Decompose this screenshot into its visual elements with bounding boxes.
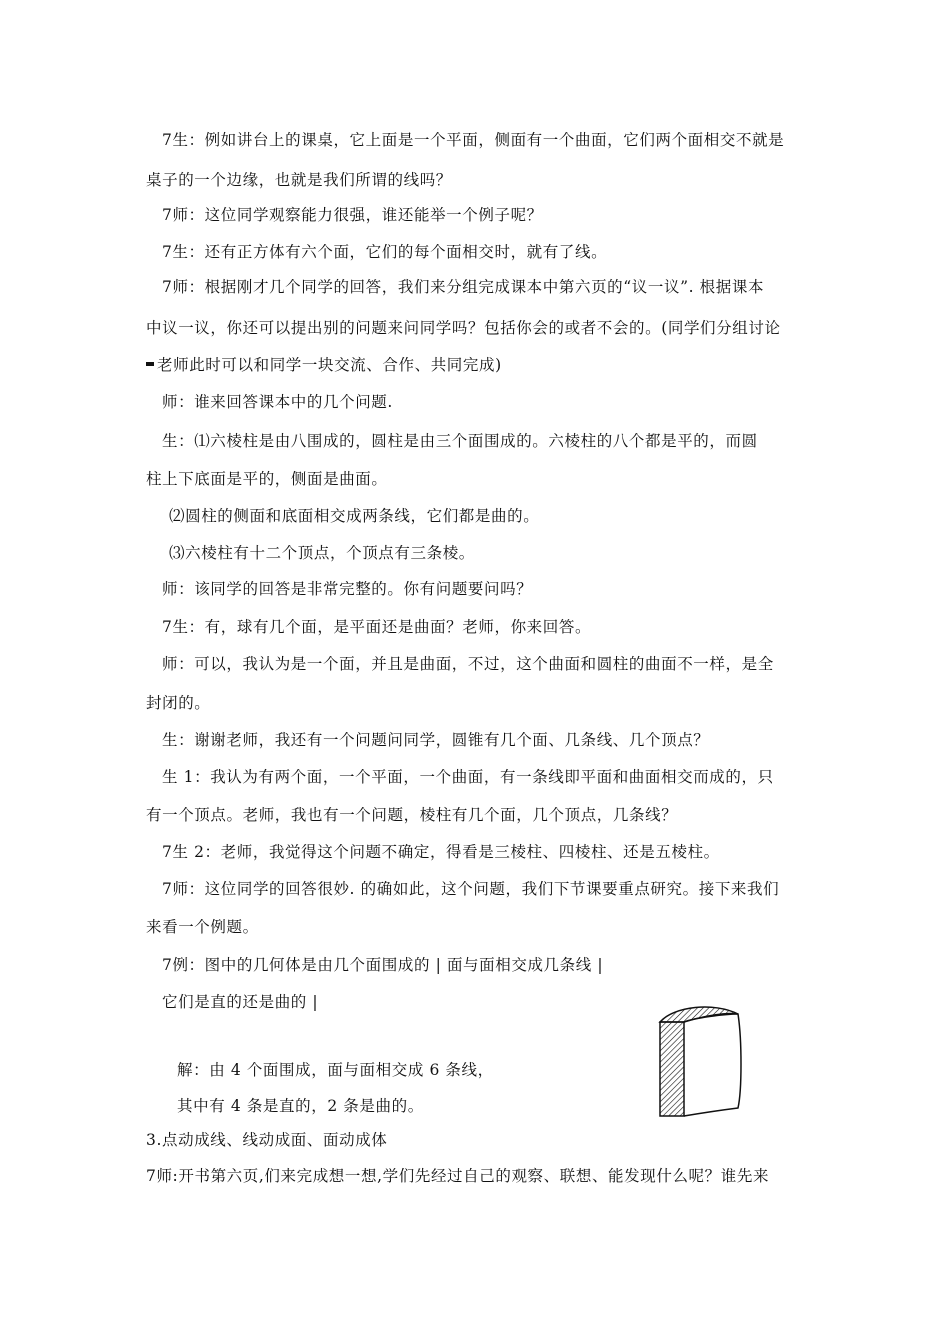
paragraph-line: 桌子的一个边缘，也就是我们所谓的线吗？ (146, 171, 452, 189)
paragraph-line: 生 1：我认为有两个面，一个平面，一个曲面，有一条线即平面和曲面相交而成的，只 (162, 768, 774, 786)
paragraph-line: 7师：这位同学的回答很妙. 的确如此，这个问题，我们下节课要重点研究。接下来我们 (162, 880, 780, 898)
paragraph-line: 有一个顶点。老师，我也有一个问题，棱柱有几个面，几个顶点，几条线？ (146, 806, 678, 824)
paragraph-line: 7生：例如讲台上的课桌，它上面是一个平面，侧面有一个曲面，它们两个面相交不就是 (162, 131, 785, 149)
paragraph-line: 生：⑴六棱柱是由八围成的，圆柱是由三个面围成的。六棱柱的八个都是平的，而圆 (162, 432, 758, 450)
paragraph-line: 7例：图中的几何体是由几个面围成的 | 面与面相交成几条线 | (162, 956, 604, 974)
paragraph-line: 7师：这位同学观察能力很强，谁还能举一个例子呢？ (162, 206, 543, 224)
paragraph-line: 7生 2：老师，我觉得这个问题不确定，得看是三棱柱、四棱柱、还是五棱柱。 (162, 843, 720, 861)
paragraph-line: 师：可以，我认为是一个面，并且是曲面，不过，这个曲面和圆柱的曲面不一样，是全 (162, 655, 774, 673)
paragraph-line: ⑵圆柱的侧面和底面相交成两条线，它们都是曲的。 (169, 507, 540, 525)
paragraph-line: 师：该同学的回答是非常完整的。你有问题要问吗？ (162, 580, 533, 598)
paragraph-line: 解：由 4 个面围成，面与面相交成 6 条线， (177, 1061, 494, 1079)
paragraph-line: 7生：有，球有几个面，是平面还是曲面？老师，你来回答。 (162, 618, 592, 636)
paragraph-line: 中议一议，你还可以提出别的问题来问同学吗？包括你会的或者不会的。(同学们分组讨论 (146, 319, 781, 337)
paragraph-line: 它们是直的还是曲的 | (162, 993, 319, 1011)
paragraph-line: 其中有 4 条是直的，2 条是曲的。 (177, 1097, 424, 1115)
paragraph-line: 封闭的。 (146, 694, 211, 712)
paragraph-line: 来看一个例题。 (146, 918, 259, 936)
bracket-mark (146, 362, 154, 366)
paragraph-line: ⑶六棱柱有十二个顶点，个顶点有三条棱。 (169, 544, 475, 562)
paragraph-line: 老师此时可以和同学一块交流、合作、共同完成) (157, 356, 502, 374)
section-heading: 3.点动成线、线动成面、面动成体 (146, 1131, 388, 1149)
paragraph-line: 生：谢谢老师，我还有一个问题问同学，圆锥有几个面、几条线、几个顶点？ (162, 731, 710, 749)
paragraph-line: 7师：根据刚才几个同学的回答，我们来分组完成课本中第六页的“议一议”. 根据课本 (162, 278, 765, 296)
paragraph-line: 柱上下底面是平的，侧面是曲面。 (146, 470, 388, 488)
half-cylinder-figure (654, 1000, 744, 1120)
paragraph-line: 7生：还有正方体有六个面，它们的每个面相交时，就有了线。 (162, 243, 608, 261)
paragraph-line: 7师:开书第六页,们来完成想一想,学们先经过自己的观察、联想、能发现什么呢？谁先来 (146, 1167, 770, 1185)
paragraph-line: 师：谁来回答课本中的几个问题. (162, 393, 393, 411)
